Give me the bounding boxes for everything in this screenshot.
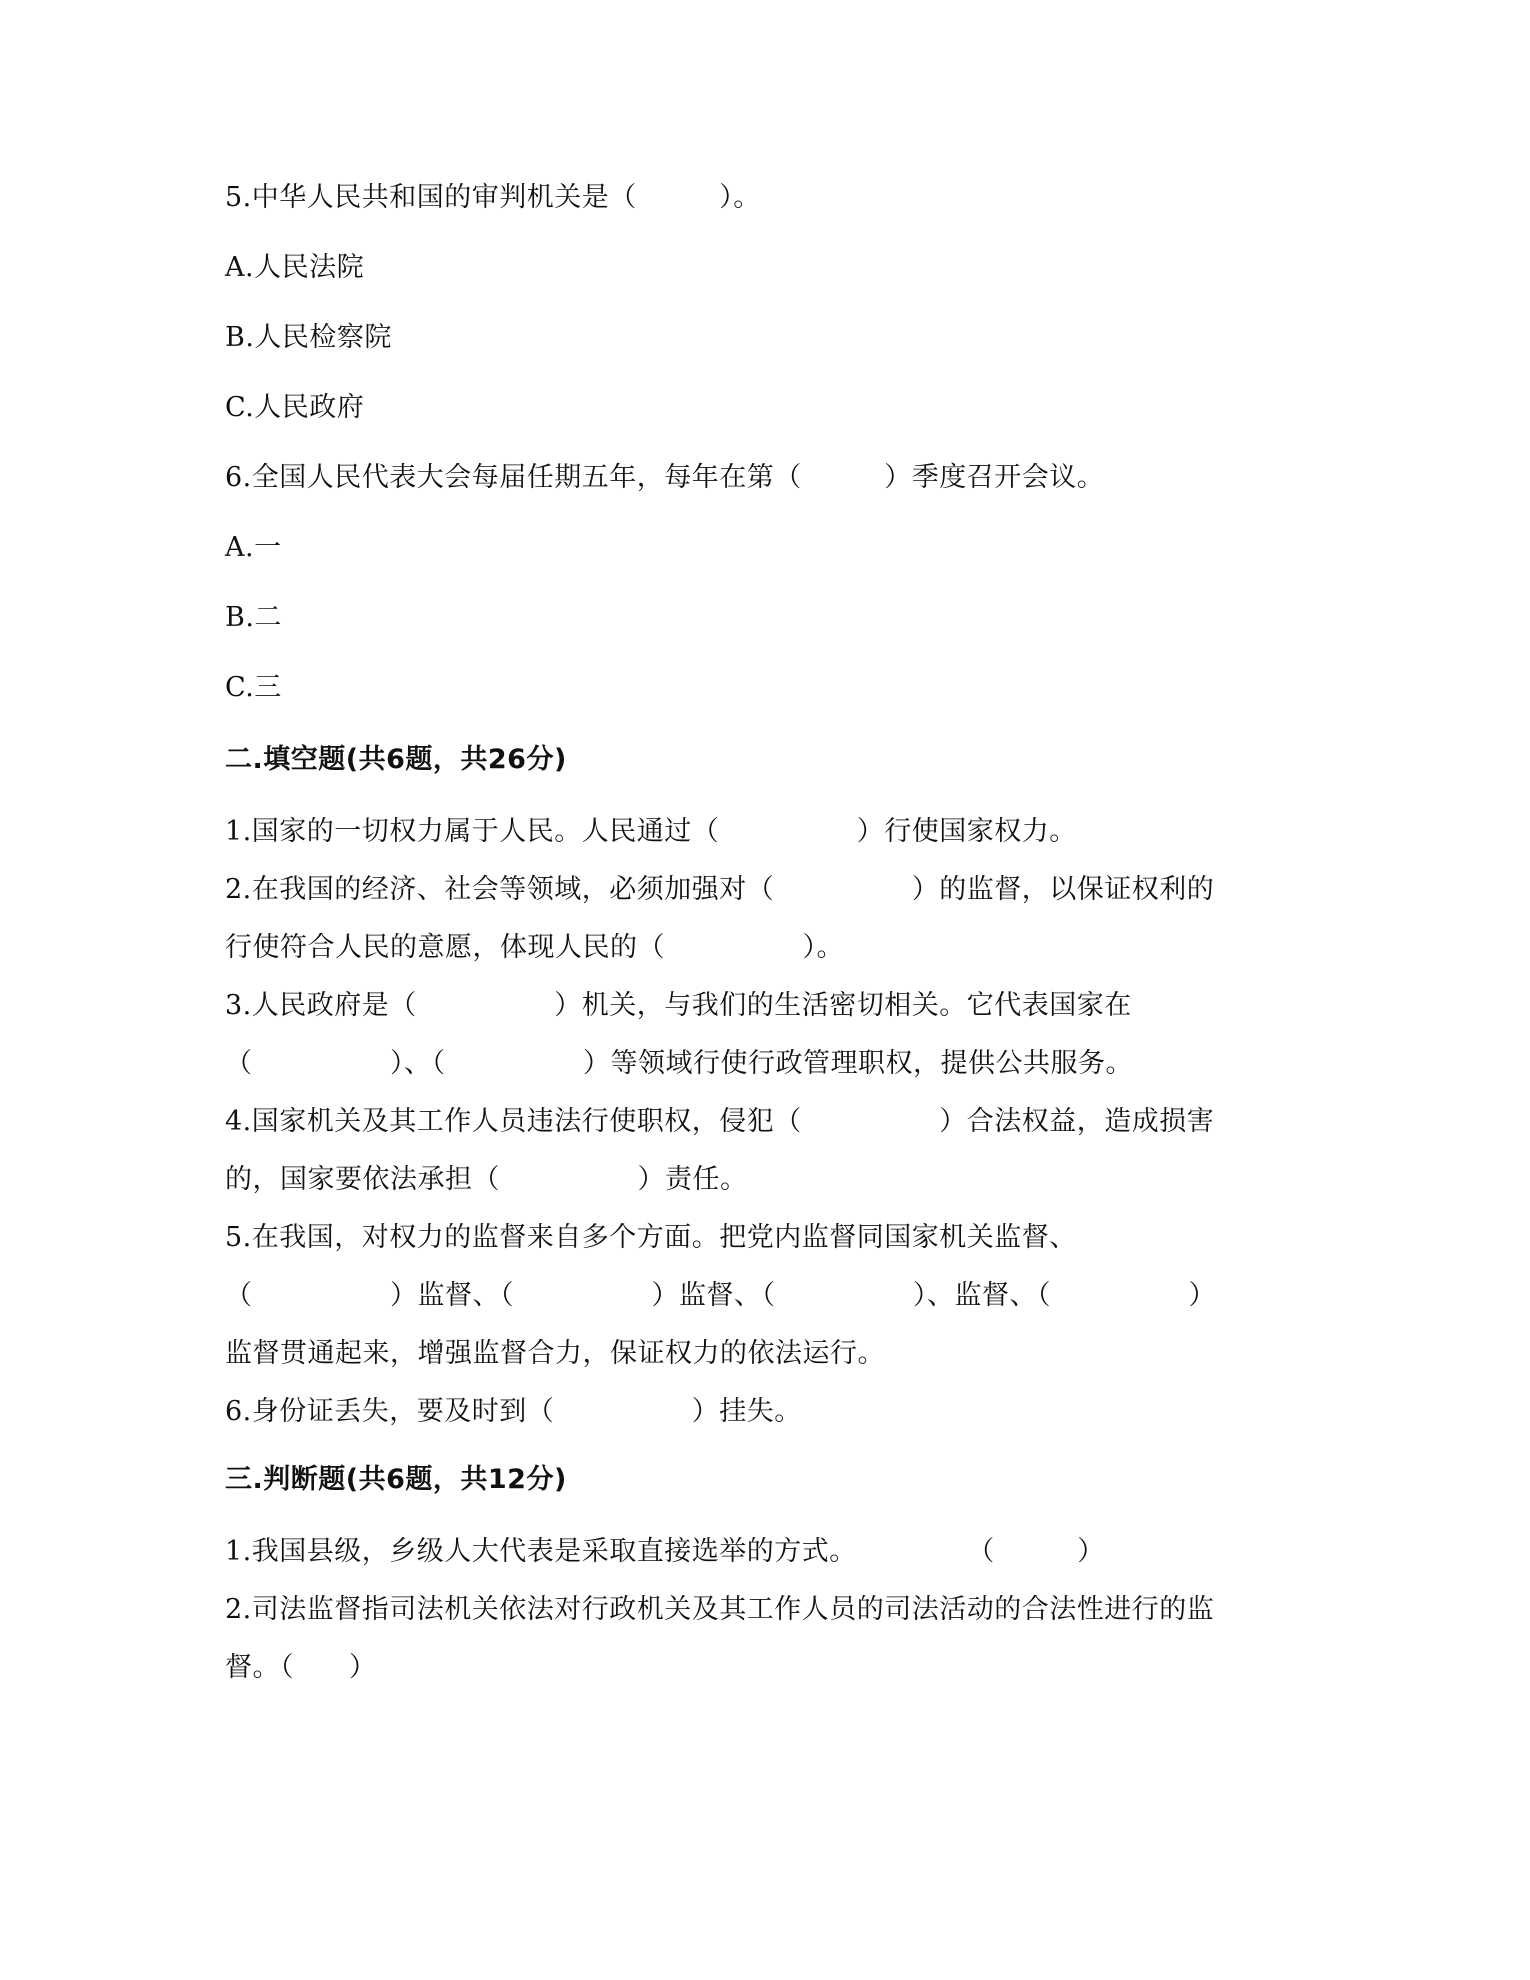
question-6-stem: 6.全国人民代表大会每届任期五年，每年在第（ ）季度召开会议。 [225, 462, 1105, 493]
fill-question-line: （ ）监督、（ ）监督、（ ）、监督、（ ） [225, 1280, 1216, 1311]
fill-question-line: 4.国家机关及其工作人员违法行使职权，侵犯（ ）合法权益，造成损害 [225, 1106, 1215, 1137]
section-2-heading: 二.填空题(共6题，共26分) [225, 744, 567, 775]
judge-question-line: 1.我国县级，乡级人大代表是采取直接选举的方式。 （ ） [225, 1536, 1105, 1567]
question-5-option-c: C.人民政府 [225, 392, 365, 423]
judge-question-line: 2.司法监督指司法机关依法对行政机关及其工作人员的司法活动的合法性进行的监 [225, 1594, 1215, 1625]
judge-question-line: 督。（ ） [225, 1652, 377, 1683]
question-5-option-a: A.人民法院 [225, 252, 365, 283]
fill-question-line: 6.身份证丢失，要及时到（ ）挂失。 [225, 1396, 802, 1427]
section-3-heading: 三.判断题(共6题，共12分) [225, 1464, 567, 1495]
question-6-option-c: C.三 [225, 672, 282, 703]
fill-question-line: 行使符合人民的意愿，体现人民的（ ）。 [225, 932, 844, 963]
fill-question-line: 5.在我国，对权力的监督来自多个方面。把党内监督同国家机关监督、 [225, 1222, 1077, 1253]
question-5-stem: 5.中华人民共和国的审判机关是（ ）。 [225, 182, 761, 213]
fill-question-line: 2.在我国的经济、社会等领域，必须加强对（ ）的监督，以保证权利的 [225, 874, 1215, 905]
fill-question-line: 1.国家的一切权力属于人民。人民通过（ ）行使国家权力。 [225, 816, 1077, 847]
fill-question-line: 3.人民政府是（ ）机关，与我们的生活密切相关。它代表国家在 [225, 990, 1132, 1021]
question-6-option-a: A.一 [225, 532, 282, 563]
fill-question-line: 的，国家要依法承担（ ）责任。 [225, 1164, 748, 1195]
question-6-option-b: B.二 [225, 602, 282, 633]
fill-question-line: 监督贯通起来，增强监督合力，保证权力的依法运行。 [225, 1338, 885, 1369]
fill-question-line: （ ）、（ ）等领域行使行政管理职权，提供公共服务。 [225, 1048, 1133, 1079]
question-5-option-b: B.人民检察院 [225, 322, 392, 353]
